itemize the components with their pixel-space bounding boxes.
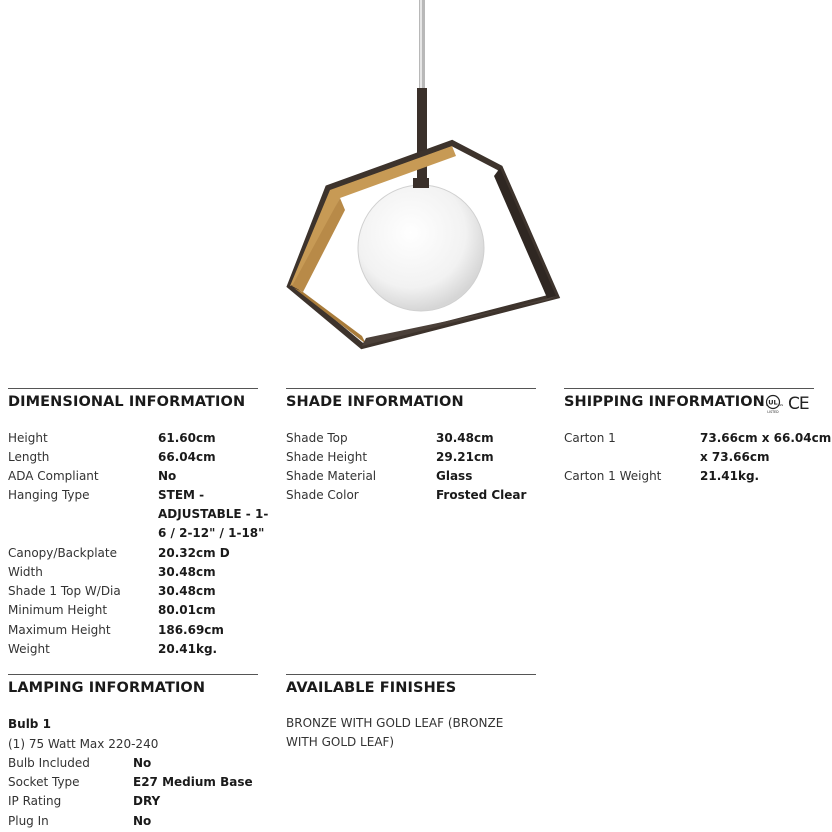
spec-label: Minimum Height [8,603,108,617]
spec-value: 73.66cm x 66.04cm x 73.66cm [700,431,832,464]
spec-value: 29.21cm [436,450,494,464]
shade-section [286,388,536,518]
spec-label: Shade Top [286,431,348,445]
certification-badges [764,394,809,414]
section-title: SHADE INFORMATION [286,394,464,410]
spec-value: Frosted Clear [436,488,527,502]
spec-value: 30.48cm [158,584,216,598]
spec-value: No [158,469,177,483]
spec-value: 66.04cm [158,450,216,464]
bulb-description: (1) 75 Watt Max 220-240 [8,737,159,751]
section-divider [8,674,258,675]
product-image [0,0,832,360]
ul-listed-icon [764,394,784,414]
section-title: LAMPING INFORMATION [8,680,206,696]
svg-text:LISTED: LISTED [767,410,779,414]
spec-label: Socket Type [8,775,80,789]
section-title: AVAILABLE FINISHES [286,680,457,696]
spec-label: Shade 1 Top W/Dia [8,584,121,598]
spec-value: 61.60cm [158,431,216,445]
spec-label: Carton 1 [564,431,616,445]
finish-option: BRONZE WITH GOLD LEAF (BRONZE WITH GOLD LEAF) [286,716,504,749]
pendant-stem [417,88,427,188]
section-divider [286,388,536,389]
svg-text:c: c [766,403,768,407]
svg-text:us: us [779,403,784,407]
spec-label: Weight [8,642,50,656]
section-divider [564,388,814,389]
spec-label: Width [8,565,43,579]
spec-value: 21.41kg. [700,469,760,483]
spec-value: 30.48cm [436,431,494,445]
spec-value: 186.69cm [158,623,224,637]
socket-cap [413,178,429,188]
spec-value: No [133,814,152,828]
spec-label: ADA Compliant [8,469,99,483]
spec-value: DRY [133,794,161,808]
spec-value: 80.01cm [158,603,216,617]
spec-label: Plug In [8,814,49,828]
shipping-section [564,388,832,498]
svg-text:UL: UL [768,398,778,407]
lamping-section [8,674,258,832]
bulb-title: Bulb 1 [8,717,51,731]
spec-label: IP Rating [8,794,62,808]
spec-value: 30.48cm [158,565,216,579]
spec-label: Maximum Height [8,623,111,637]
spec-value: 20.32cm D [158,546,230,560]
ce-mark-icon: CE [788,394,809,414]
spec-label: Shade Height [286,450,368,464]
spec-label: Carton 1 Weight [564,469,662,483]
spec-value: E27 Medium Base [133,775,253,789]
spec-value: 20.41kg. [158,642,218,656]
spec-label: Hanging Type [8,488,90,502]
spec-label: Shade Material [286,469,377,483]
section-title: SHIPPING INFORMATION [564,394,765,410]
spec-label: Length [8,450,50,464]
spec-value: No [133,756,152,770]
spec-label: Canopy/Backplate [8,546,117,560]
section-title: DIMENSIONAL INFORMATION [8,394,246,410]
spec-label: Shade Color [286,488,359,502]
finishes-section [286,674,536,764]
section-divider [286,674,536,675]
glass-globe [358,185,484,311]
spec-label: Height [8,431,48,445]
spec-value: Glass [436,469,473,483]
spec-value: STEM - ADJUSTABLE - 1-6 / 2-12" / 1-18" [158,488,269,540]
spec-label: Bulb Included [8,756,90,770]
section-divider [8,388,258,389]
dimensional-section [8,388,269,663]
